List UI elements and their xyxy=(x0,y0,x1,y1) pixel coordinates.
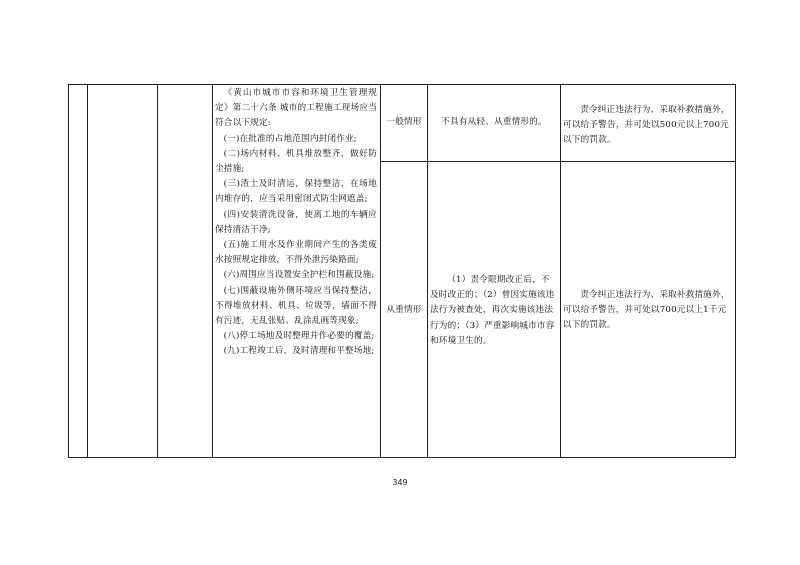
provision-item: (三)渣土及时清运，保持整洁，在场地内堆存的，应当采用密闭式防尘网遮盖; xyxy=(215,179,377,205)
provision-clause: 《黄山市城市市容和环境卫生管理规定》第二十六条 城市的工程施工现场应当符合以下规定: xyxy=(215,88,377,129)
provision-item: (五)施工用水及作业期间产生的各类废水按照规定排放，不得外泄污染路面; xyxy=(215,240,377,266)
provision-item: (四)安装清洗设备，使离工地的车辆应保持清洁干净; xyxy=(215,209,377,235)
circumstance-general: 不具有从轻、从重情形的。 xyxy=(441,117,547,127)
table-border-left xyxy=(68,84,69,458)
provision-item: (七)围蔽设施外侧环境应当保持整洁，不得堆放材料、机具、垃圾等，墙面不得有污迹，无乱张贴、乱涂乱画等现象; xyxy=(215,285,377,327)
provision-item: (一)在批准的占地范围内封闭作业; xyxy=(223,133,357,144)
penalty-severe xyxy=(563,288,733,334)
level-label-general: 一般情形 xyxy=(386,117,422,127)
penalty-text: 责令纠正违法行为、采取补救措施外，可以给予警告，并可处以500元以上700元以下的罚款。 xyxy=(563,105,730,146)
column-divider xyxy=(212,84,213,458)
page-number: 349 xyxy=(392,478,408,487)
column-divider xyxy=(157,84,158,458)
column-divider xyxy=(560,84,561,458)
column-divider xyxy=(87,84,88,458)
provision-item: (八)停工场地及时整理并作必要的覆盖; xyxy=(223,331,375,342)
penalty-general xyxy=(563,103,733,149)
row-divider xyxy=(380,161,736,162)
level-label-severe: 从重情形 xyxy=(386,305,422,315)
provision-item: (二)场内材料、机具堆放整齐，做好防尘措施; xyxy=(215,148,377,175)
table-border-right xyxy=(735,84,736,458)
circumstance-severe xyxy=(430,273,558,349)
table-border-bottom xyxy=(68,457,736,458)
column-divider xyxy=(427,84,428,458)
circumstance-text: （1）责令限期改正后，不及时改正的；（2）曾因实施该违法行为被查处，再次实施该违法行为的；（3）严重影响城市市容和环境卫生的。 xyxy=(430,275,555,346)
provision-item: (九)工程竣工后，及时清理和平整场地; xyxy=(223,346,375,357)
column-divider xyxy=(380,84,381,458)
table-border-top xyxy=(68,84,736,85)
provision-item: (六)周围应当设置安全护栏和围蔽设施; xyxy=(223,270,375,281)
penalty-text: 责令纠正违法行为、采取补救措施外，可以给予警告，并可处以700元以上1千元以下的罚款。 xyxy=(563,290,730,331)
provision-text xyxy=(215,86,377,360)
